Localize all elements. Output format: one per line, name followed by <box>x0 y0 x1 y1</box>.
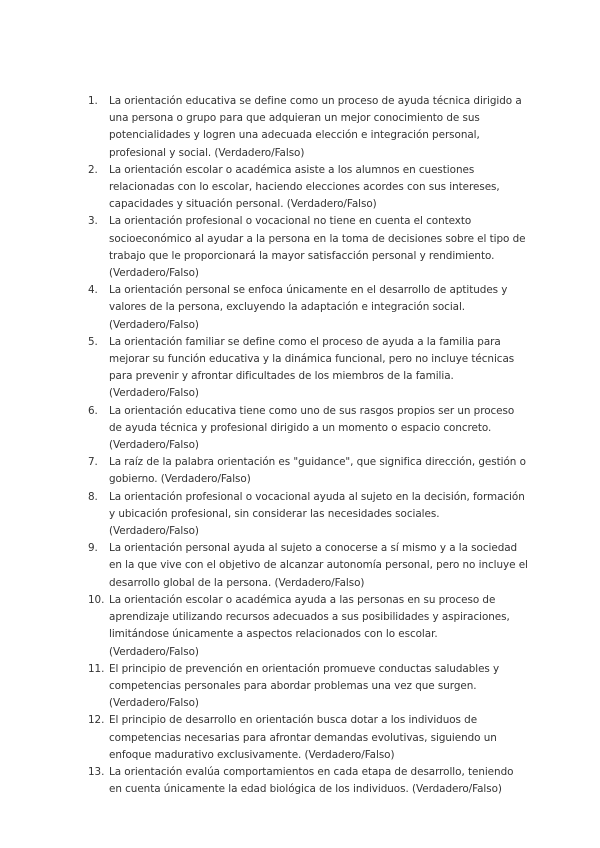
question-list <box>88 93 528 798</box>
item-text: La orientación familiar se define como el proceso de ayuda a la familia para mejorar su función educativa y la dinámica funcional, pero no incluye técnicas para prevenir y afrontar dificultades de los miembros de la familia. (Verdadero/Falso) <box>109 335 515 400</box>
item-number: 9. <box>88 542 98 555</box>
item-text: La orientación personal se enfoca únicamente en el desarrollo de aptitudes y valores de la persona, excluyendo la adaptación e integración social. (Verdadero/Falso) <box>109 284 508 331</box>
item-text: La orientación personal ayuda al sujeto a conocerse a sí mismo y a la sociedad en la que vive con el objetivo de alcanzar autonomía personal, pero no incluye el desarrollo global de la persona. (Verdadero/Falso) <box>109 542 528 589</box>
item-number: 12. <box>88 714 105 727</box>
item-number: 7. <box>88 456 98 469</box>
item-number: 11. <box>88 662 105 675</box>
item-text: La raíz de la palabra orientación es "guidance", que significa dirección, gestión o gobierno. (Verdadero/Falso) <box>109 456 526 486</box>
list-item <box>88 592 528 661</box>
item-number: 8. <box>88 490 98 503</box>
list-item <box>88 93 528 162</box>
item-number: 4. <box>88 284 98 297</box>
item-number: 13. <box>88 765 105 778</box>
item-number: 3. <box>88 215 98 228</box>
list-item <box>88 282 528 334</box>
list-item <box>88 489 528 541</box>
item-text: La orientación educativa tiene como uno de sus rasgos propios ser un proceso de ayuda técnica y profesional dirigido a un momento o espacio concreto. (Verdadero/Falso) <box>109 404 515 452</box>
item-text: El principio de desarrollo en orientación busca dotar a los individuos de competencias necesarias para afrontar demandas evolutivas, siguiendo un enfoque madurativo exclusivamente. (Verdadero/Falso) <box>109 714 497 761</box>
item-text: La orientación profesional o vocacional no tiene en cuenta el contexto socioeconómico al ayudar a la persona en la toma de decisiones sobre el tipo de trabajo que le proporcionará la mayor satisfacción personal y rendimiento. (Verdadero/Falso) <box>109 215 526 280</box>
item-text: La orientación educativa se define como un proceso de ayuda técnica dirigido a una persona o grupo para que adquieran un mejor conocimiento de sus potencialidades y logren una adecuada elección e integración personal, profesional y social. (Verdadero/Falso) <box>109 95 522 159</box>
list-item <box>88 334 528 403</box>
list-item <box>88 162 528 214</box>
item-number: 1. <box>88 95 98 107</box>
item-text: La orientación escolar o académica asiste a los alumnos en cuestiones relacionadas con lo escolar, haciendo elecciones acordes con sus intereses, capacidades y situación personal. (Verdadero/Falso) <box>109 163 500 211</box>
item-text: La orientación profesional o vocacional ayuda al sujeto en la decisión, formación y ubicación profesional, sin considerar las necesidades sociales. (Verdadero/Falso) <box>109 490 525 538</box>
item-text: La orientación evalúa comportamientos en cada etapa de desarrollo, teniendo en cuenta únicamente la edad biológica de los individuos. (Verdadero/Falso) <box>109 765 514 796</box>
list-item <box>88 712 528 764</box>
list-item <box>88 661 528 713</box>
item-text: La orientación escolar o académica ayuda a las personas en su proceso de aprendizaje utilizando recursos adecuados a sus posibilidades y aspiraciones, limitándose únicamente a aspectos relacionados con lo escolar. (Verdadero/Falso) <box>109 593 510 658</box>
item-number: 2. <box>88 163 98 176</box>
item-number: 5. <box>88 335 98 348</box>
item-text: El principio de prevención en orientación promueve conductas saludables y competencias personales para abordar problemas una vez que surgen. (Verdadero/Falso) <box>109 662 500 710</box>
list-item <box>88 764 528 798</box>
item-number: 10. <box>88 593 105 606</box>
list-item <box>88 213 528 282</box>
item-number: 6. <box>88 404 98 417</box>
list-item <box>88 403 528 455</box>
list-item <box>88 454 528 488</box>
list-item <box>88 540 528 592</box>
